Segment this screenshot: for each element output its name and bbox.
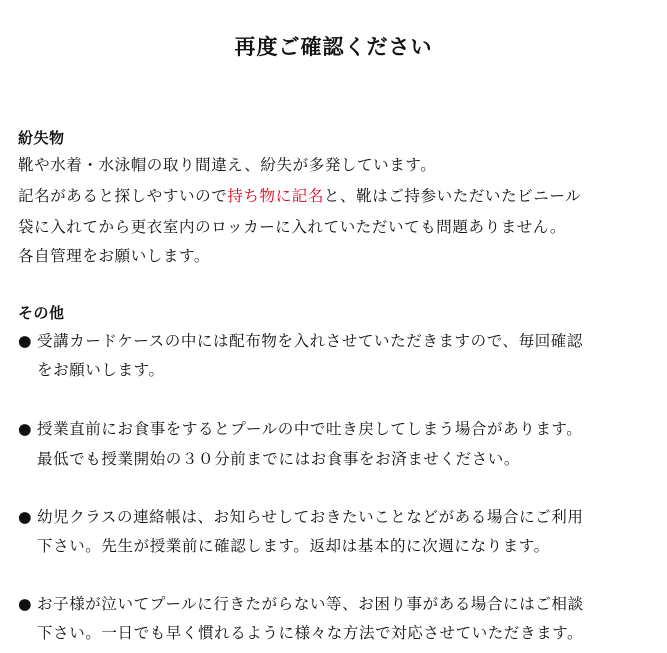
bullet-icon: ● xyxy=(18,420,33,438)
other-heading: その他 xyxy=(18,304,65,322)
lost-items-line xyxy=(18,185,581,207)
other-item-line xyxy=(18,330,583,352)
other-item-text: 授業直前にお食事をするとプールの中で吐き戻してしまう場合があります。 xyxy=(37,420,583,438)
lost-items-line: 靴や水着・水泳帽の取り間違え、紛失が多発しています。 xyxy=(18,156,437,174)
other-item-line xyxy=(18,506,583,528)
other-item-text: お子様が泣いてプールに行きたがらない等、お困り事がある場合にはご相談 xyxy=(37,595,584,613)
other-item-line xyxy=(18,593,584,615)
lost-items-text: と、靴はご持参いただいたビニール xyxy=(323,187,582,205)
page-title: 再度ご確認ください xyxy=(234,34,433,59)
lost-items-line: 袋に入れてから更衣室内のロッカーに入れていただいても問題ありません。 xyxy=(18,218,567,236)
other-item-line: 下さい。先生が授業前に確認します。返却は基本的に次週になります。 xyxy=(37,537,550,555)
bullet-icon: ● xyxy=(18,508,33,526)
lost-items-text: 記名があると探しやすいので xyxy=(18,187,228,205)
bullet-icon: ● xyxy=(18,595,33,613)
other-item-line: 下さい。一日でも早く慣れるように様々な方法で対応させていただきます。 xyxy=(37,624,584,642)
other-item-line: 最低でも授業開始の３０分前までにはお食事をお済ませください。 xyxy=(37,450,521,468)
lost-items-line: 各自管理をお願いします。 xyxy=(18,247,210,265)
other-item-line: をお願いします。 xyxy=(37,361,165,379)
lost-items-heading: 紛失物 xyxy=(18,129,65,147)
label-items-highlight: 持ち物に記名 xyxy=(227,187,324,205)
bullet-icon: ● xyxy=(18,332,33,350)
other-item-text: 受講カードケースの中には配布物を入れさせていただきますので、毎回確認 xyxy=(37,332,584,350)
other-item-line xyxy=(18,418,582,440)
other-item-text: 幼児クラスの連絡帳は、お知らせしておきたいことなどがある場合にご利用 xyxy=(37,508,584,526)
